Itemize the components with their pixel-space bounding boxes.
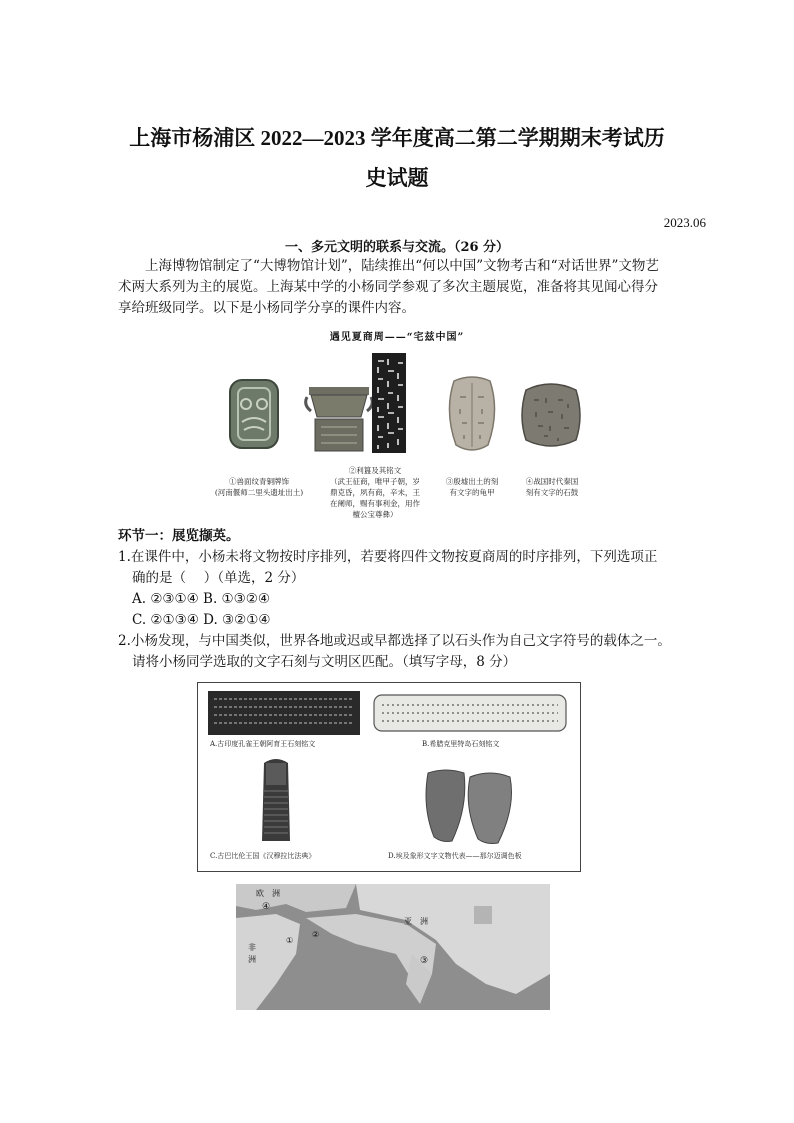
caption-b: B.希腊克里特岛石刻铭文 [422, 740, 500, 748]
narmer-palette-image [422, 767, 526, 845]
oracle-bone-image [444, 375, 500, 453]
stone-inscriptions-panel [197, 682, 581, 872]
intro-line-1: 上海博物馆制定了“大博物馆计划”，陆续推出“何以中国”文物考古和“对话世界”文物艺 [145, 258, 659, 274]
caption-4-line-1: ④战国时代秦国 [525, 477, 579, 486]
bronze-plaque-image [226, 378, 282, 450]
map-label-asia: 亚 洲 [404, 917, 428, 926]
ashoka-inscription-image [208, 691, 360, 735]
caption-2-line-3: 鼎克昏，夙有商，辛未，王 [330, 488, 420, 497]
crete-inscription-image [372, 693, 568, 733]
inscription-rubbing-image [372, 353, 406, 453]
map-marker-1: ① [286, 936, 294, 945]
caption-artifact-3 [432, 476, 512, 498]
caption-2-line-4: 在阑师，赐有事利金，用作 [330, 499, 420, 508]
q1-options-row-2: C. ②①③④ D. ③②①④ [132, 612, 271, 628]
map-land-shapes [236, 884, 550, 1010]
stone-drum-image [518, 380, 584, 450]
page-title-line2: 史试题 [365, 166, 429, 190]
caption-d: D.埃及象形文字文物代表——那尔迈调色板 [388, 852, 522, 860]
caption-1-line-1: ①兽面纹青铜牌饰 [229, 477, 289, 486]
exam-date: 2023.06 [663, 215, 706, 230]
map-label-africa: 非 洲 [248, 943, 256, 964]
caption-artifact-4 [510, 476, 594, 498]
caption-3-line-2: 有文字的龟甲 [449, 488, 495, 497]
q1-options-row-1: A. ②③①④ B. ①③②④ [132, 591, 270, 607]
map-label-europe: 欧 洲 [256, 889, 280, 898]
section-heading: 一、多元文明的联系与交流。（26 分） [284, 240, 510, 255]
caption-2-line-1: ②利簋及其铭文 [348, 466, 402, 475]
q1-line-2: 确的是（ ）（单选，2 分） [132, 570, 305, 586]
map-marker-2: ② [312, 930, 320, 939]
page-title-line1: 上海市杨浦区 2022—2023 学年度高二第二学期期末考试历 [129, 126, 665, 150]
q1-line-1: 1.在课件中，小杨未将文物按时序排列，若要将四件文物按夏商周的时序排列，下列选项正 [118, 549, 658, 565]
slide-title: 遇见夏商周——“宅兹中国” [329, 332, 465, 343]
hammurabi-code-image [258, 757, 294, 843]
caption-2-line-5: 檀公宝尊彝） [352, 510, 398, 519]
caption-1-line-2: (河南偃师二里头遗址出土) [214, 488, 304, 497]
caption-artifact-1 [204, 476, 314, 498]
caption-4-line-2: 刻有文字的石鼓 [525, 488, 579, 497]
caption-3-line-1: ③殷墟出土的刻 [445, 477, 499, 486]
intro-line-3: 享给班级同学。以下是小杨同学分享的课件内容。 [118, 300, 415, 316]
map-marker-4: ④ [262, 902, 271, 912]
q2-line-1: 2.小杨发现，与中国类似，世界各地或迟或早都选择了以石头作为自己文字符号的载体之一。 [118, 633, 671, 649]
part1-heading: 环节一：展览撷英。 [118, 528, 240, 544]
q2-line-2: 请将小杨同学选取的文字石刻与文明区匹配。（填写字母，8 分） [132, 654, 517, 670]
caption-artifact-2 [310, 465, 440, 520]
caption-c: C.古巴比伦王国《汉穆拉比法典》 [210, 852, 316, 860]
caption-a: A.古印度孔雀王朝阿育王石刻铭文 [210, 740, 316, 748]
li-gui-vessel-image [303, 383, 375, 453]
caption-2-line-2: （武王征商，唯甲子朝，岁 [330, 477, 420, 486]
intro-line-2: 术两大系列为主的展览。上海某中学的小杨同学参观了多次主题展览，准备将其见闻心得分 [118, 279, 658, 295]
civilization-map [236, 884, 550, 1010]
map-marker-3: ③ [420, 956, 429, 966]
